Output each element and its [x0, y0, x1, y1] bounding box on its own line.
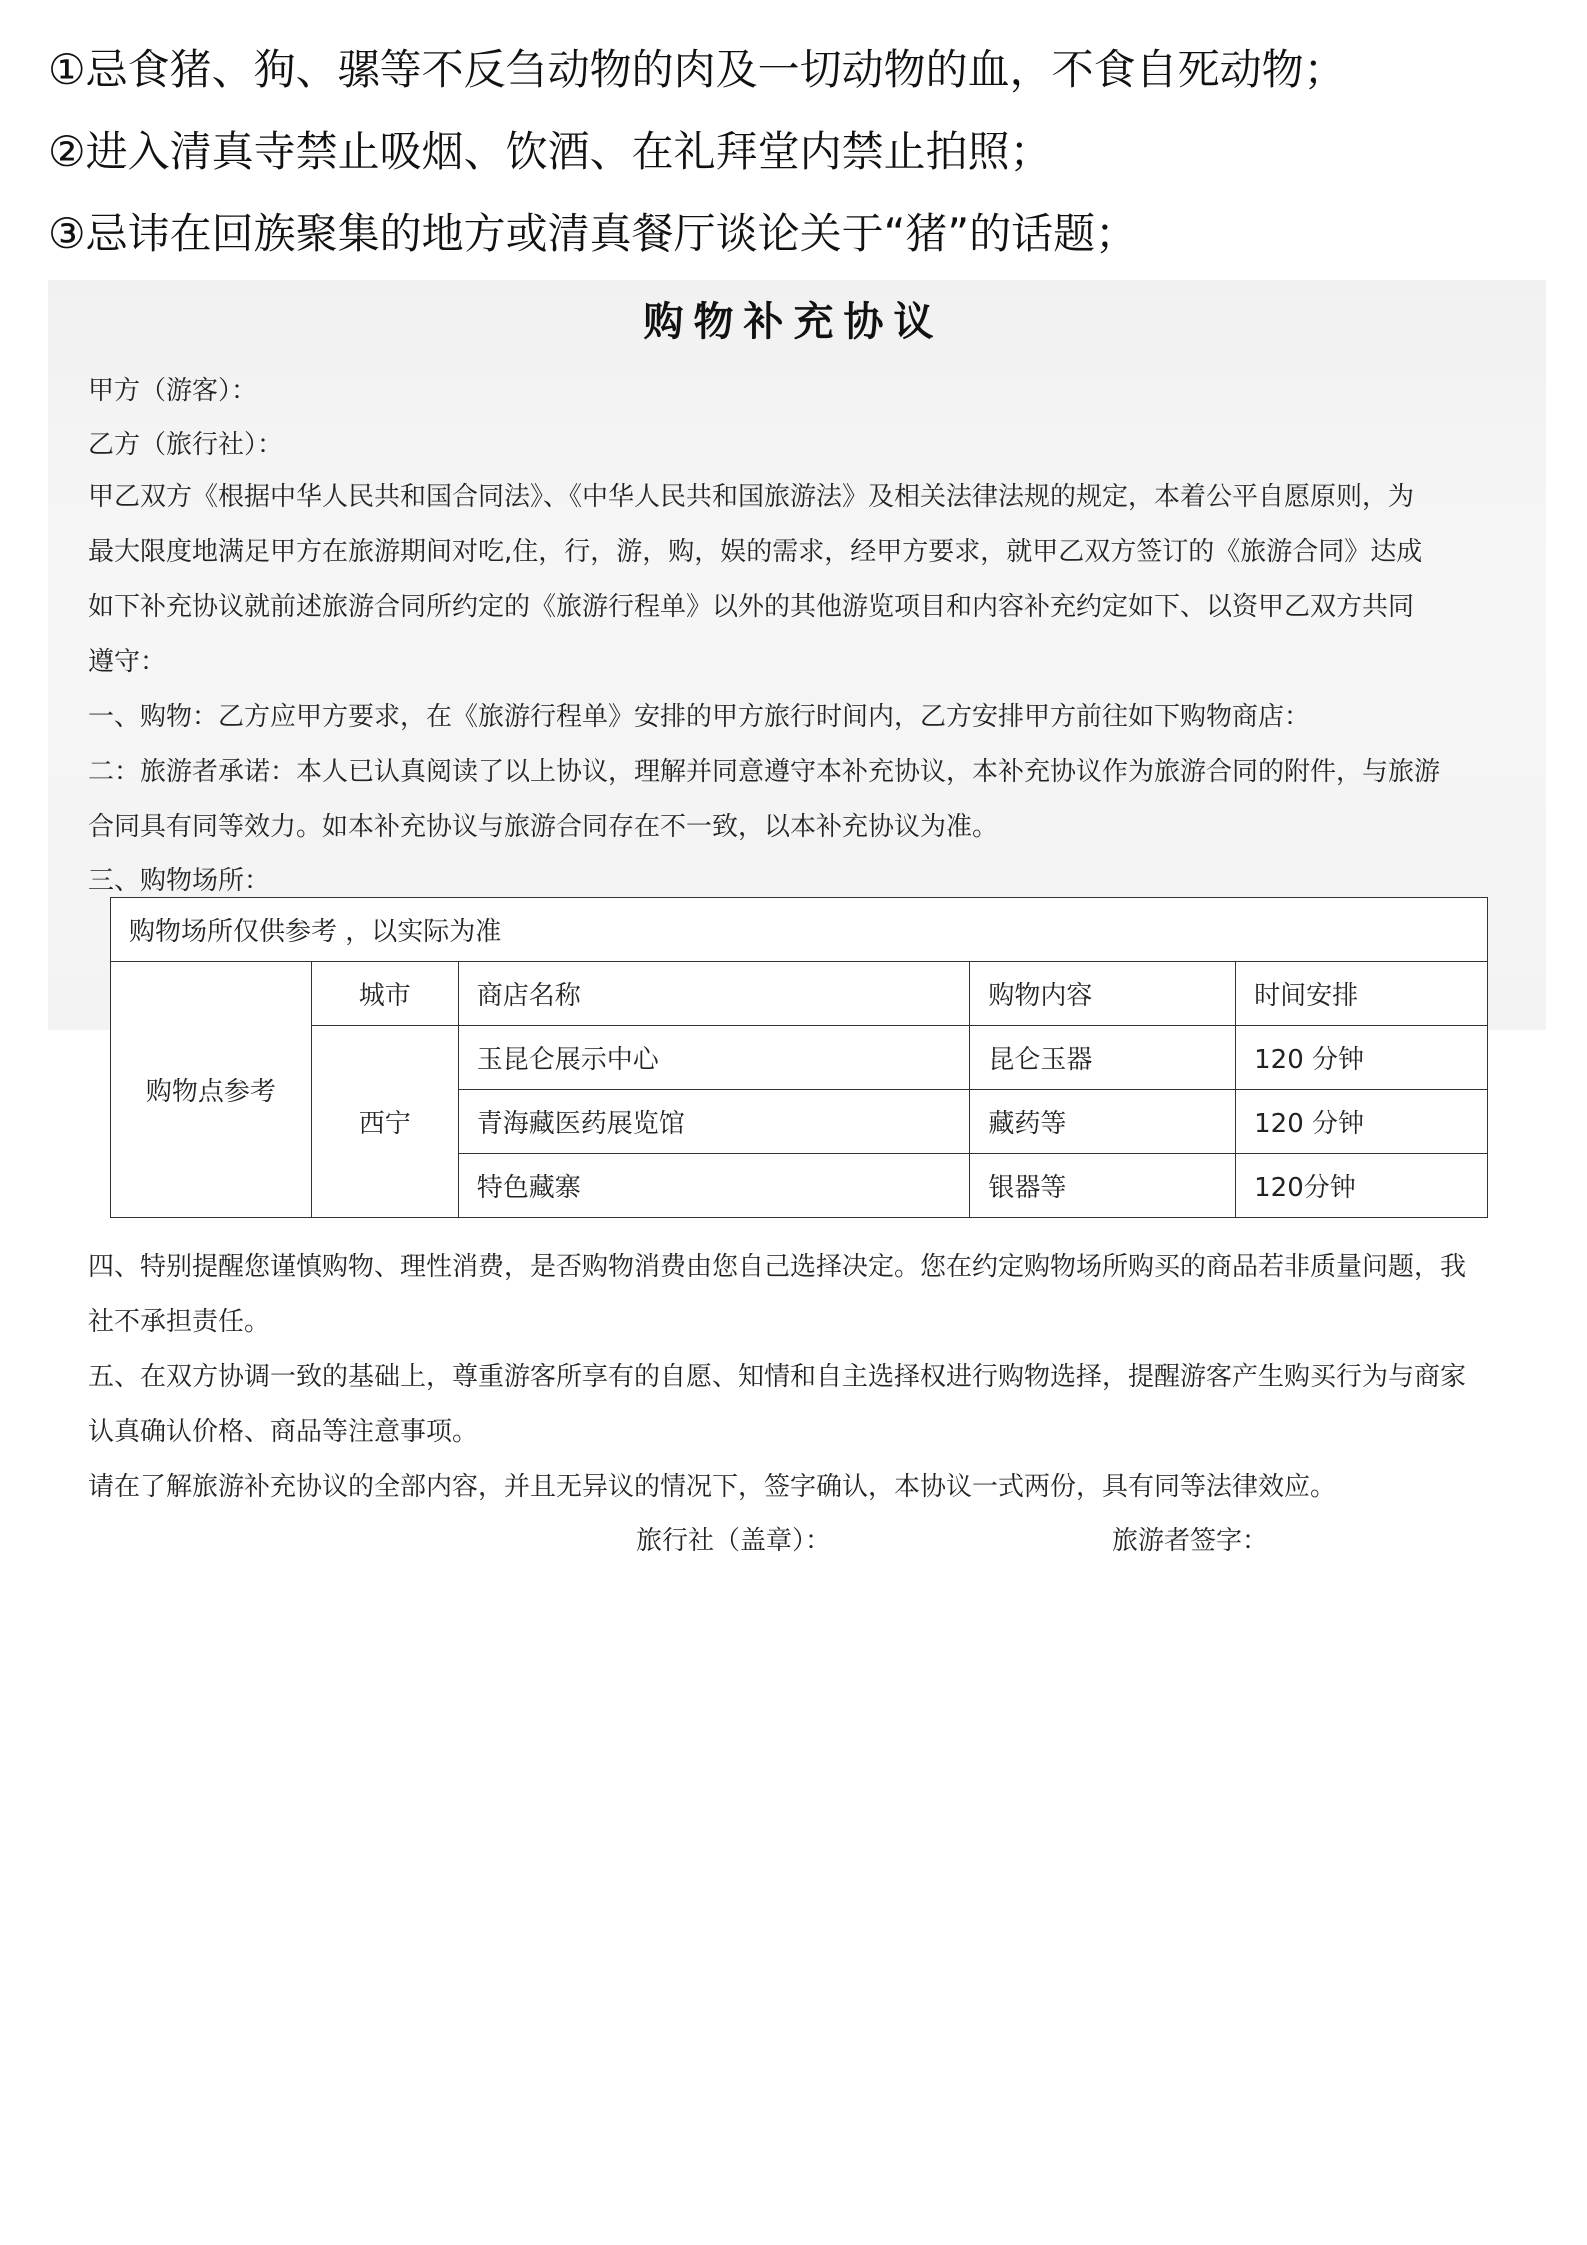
taboo-item-3: ③忌讳在回族聚集的地方或清真餐厅谈论关于“猪”的话题；	[48, 209, 1138, 258]
tourist-signature-label: 旅游者签字：	[1112, 1526, 1269, 1556]
time-cell: 120 分钟	[1236, 1090, 1488, 1154]
time-cell: 120分钟	[1236, 1154, 1488, 1218]
section-1-shopping: 一、购物：乙方应甲方要求，在《旅游行程单》安排的甲方旅行时间内，乙方安排甲方前往如下购物商店：	[88, 702, 1311, 732]
section-4-line-2: 社不承担责任。	[88, 1307, 271, 1337]
city-cell: 西宁	[311, 1026, 458, 1218]
party-b-line: 乙方（旅行社）：	[88, 430, 284, 460]
header-shopping-content: 购物内容	[970, 962, 1236, 1026]
header-shop-name: 商店名称	[458, 962, 970, 1026]
row-label-shopping-reference: 购物点参考	[111, 962, 312, 1218]
preamble-line-2: 最大限度地满足甲方在旅游期间对吃,住，行，游，购，娱的需求，经甲方要求，就甲乙双方签订的《旅游合同》达成	[88, 537, 1423, 567]
taboo-item-1: ①忌食猪、狗、骡等不反刍动物的肉及一切动物的血，不食自死动物；	[48, 45, 1346, 94]
table-row	[111, 1026, 1488, 1090]
shop-name-cell: 玉昆仑展示中心	[458, 1026, 970, 1090]
table-note-row	[111, 898, 1488, 962]
agency-seal-label: 旅行社（盖章）：	[636, 1526, 832, 1556]
agreement-title: 购物补充协议	[643, 299, 944, 345]
table-note: 购物场所仅供参考 ，以实际为准	[111, 898, 1488, 962]
section-2-line-2: 合同具有同等效力。如本补充协议与旅游合同存在不一致，以本补充协议为准。	[88, 812, 999, 842]
shop-name-cell: 特色藏寨	[458, 1154, 970, 1218]
shopping-content-cell: 银器等	[970, 1154, 1236, 1218]
section-5-line-2: 认真确认价格、商品等注意事项。	[88, 1417, 479, 1447]
party-a-line: 甲方（游客）：	[88, 376, 258, 406]
shopping-content-cell: 藏药等	[970, 1090, 1236, 1154]
shopping-content-cell: 昆仑玉器	[970, 1026, 1236, 1090]
section-5-line-1: 五、在双方协调一致的基础上，尊重游客所享有的自愿、知情和自主选择权进行购物选择，提醒游客产生购买行为与商家	[88, 1362, 1467, 1392]
section-3-heading: 三、购物场所：	[88, 866, 271, 896]
section-2-line-1: 二：旅游者承诺：本人已认真阅读了以上协议，理解并同意遵守本补充协议，本补充协议作为旅游合同的附件，与旅游	[88, 757, 1441, 787]
shop-name-cell: 青海藏医药展览馆	[458, 1090, 970, 1154]
preamble-line-3: 如下补充协议就前述旅游合同所约定的《旅游行程单》以外的其他游览项目和内容补充约定如下、以资甲乙双方共同	[88, 592, 1415, 622]
header-time-schedule: 时间安排	[1236, 962, 1488, 1026]
time-cell: 120 分钟	[1236, 1026, 1488, 1090]
confirmation-line: 请在了解旅游补充协议的全部内容，并且无异议的情况下，签字确认，本协议一式两份，具有同等法律效应。	[88, 1472, 1337, 1502]
preamble-line-4: 遵守：	[88, 647, 167, 677]
table-header-row	[111, 962, 1488, 1026]
section-4-line-1: 四、特别提醒您谨慎购物、理性消费，是否购物消费由您自己选择决定。您在约定购物场所购买的商品若非质量问题，我	[88, 1252, 1467, 1282]
header-city: 城市	[311, 962, 458, 1026]
taboo-item-2: ②进入清真寺禁止吸烟、饮酒、在礼拜堂内禁止拍照；	[48, 127, 1052, 176]
preamble-line-1: 甲乙双方《根据中华人民共和国合同法》、《中华人民共和国旅游法》及相关法律法规的规定，本着公平自愿原则，为	[88, 482, 1415, 512]
shopping-venue-table	[110, 897, 1488, 1218]
